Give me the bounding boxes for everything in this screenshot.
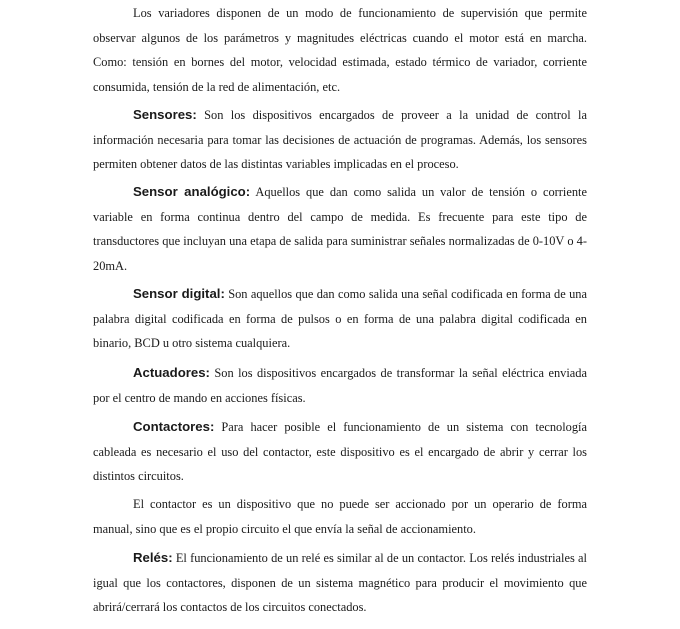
term-heading: Actuadores:	[133, 365, 210, 380]
paragraph-contactores	[93, 415, 587, 489]
paragraph-text: Aquellos que dan como salida un valor de tensión o corriente variable en forma continua dentro del campo de medida. Es frecuente para este tipo de transductores que incluyan una etapa de salida para suministrar señales normalizadas de 0-10V o 4-20mA.	[93, 185, 587, 273]
paragraph-text: Para hacer posible el funcionamiento de un sistema con tecnología cableada es necesario el uso del contactor, este dispositivo es el encargado de abrir y cerrar los distintos circuitos.	[93, 420, 587, 483]
paragraph-sensor-digital	[93, 282, 587, 356]
paragraph-text: El contactor es un dispositivo que no puede ser accionado por un operario de forma manual, sino que es el propio circuito el que envía la señal de accionamiento.	[93, 497, 587, 536]
paragraph-contactor	[93, 492, 587, 541]
paragraph-text: Son los dispositivos encargados de proveer a la unidad de control la información necesaria para tomar las decisiones de actuación de programas. Además, los sensores permiten obtener datos de las distintas variables implicadas en el proceso.	[93, 108, 587, 171]
term-heading: Sensor digital:	[133, 286, 225, 301]
term-heading: Contactores:	[133, 419, 215, 434]
paragraph-text: El funcionamiento de un relé es similar al de un contactor. Los relés industriales al igual que los contactores, disponen de un sistema magnético para producir el movimiento que abrirá/cerrará los contactos de los circuitos conectados.	[93, 551, 587, 614]
paragraph-text: Los variadores disponen de un modo de funcionamiento de supervisión que permite observar algunos de los parámetros y magnitudes eléctricas cuando el motor está en marcha. Como: tensión en bornes del motor, velocidad estimada, estado térmico de variador, corriente consumida, tensión de la red de alimentación, etc.	[93, 6, 587, 94]
paragraph-text: Son aquellos que dan como salida una señal codificada en forma de una palabra digital codificada en forma de pulsos o en forma de una palabra digital codificada en binario, BCD u otro sistema cualquiera.	[93, 287, 587, 350]
paragraph-sensor-analogico	[93, 180, 587, 278]
term-heading: Sensores:	[133, 107, 197, 122]
paragraph-reles	[93, 546, 587, 620]
paragraph-sensores	[93, 103, 587, 177]
term-heading: Sensor analógico:	[133, 184, 251, 199]
paragraph-text: Son los dispositivos encargados de transformar la señal eléctrica enviada por el centro de mando en acciones físicas.	[93, 366, 587, 405]
term-heading: Relés:	[133, 550, 173, 565]
paragraph-actuadores	[93, 361, 587, 410]
paragraph-variadores	[93, 1, 587, 99]
